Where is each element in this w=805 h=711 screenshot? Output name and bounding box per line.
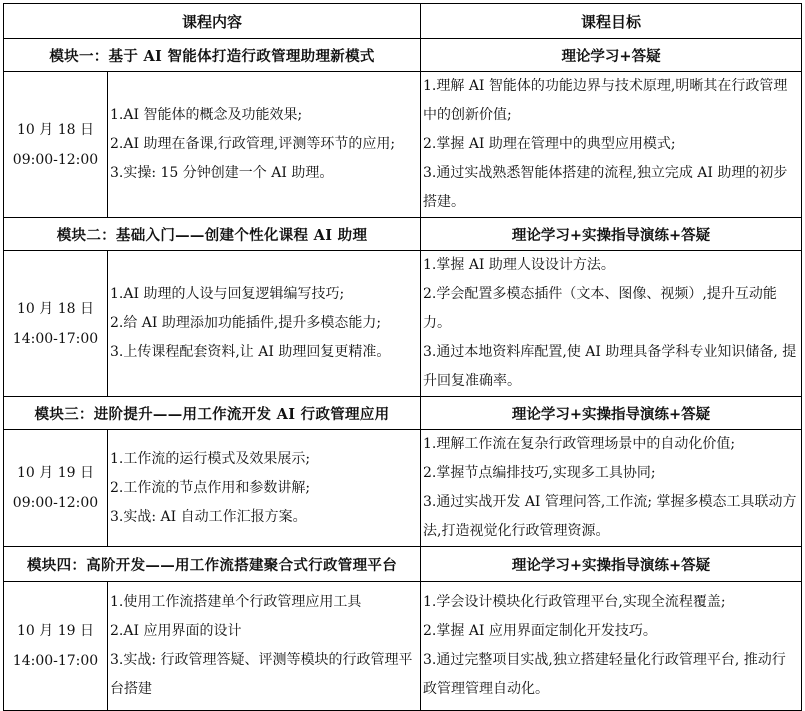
goal-item: 2.掌握 AI 助理在管理中的典型应用模式; <box>423 136 676 152</box>
session-datetime <box>4 582 108 711</box>
session-datetime <box>4 430 108 547</box>
goal-item: 1.学会设计模块化行政管理平台,实现全流程覆盖; <box>423 594 726 610</box>
goal-item: 3.通过本地资料库配置,使 AI 助理具备学科专业知识储备, 提升回复准确率。 <box>423 344 797 389</box>
goal-item: 2.掌握节点编排技巧,实现多工具协同; <box>423 465 656 481</box>
module-title: 模块二：基础入门——创建个性化课程 AI 助理 <box>4 218 421 251</box>
module-detail-row <box>4 430 802 547</box>
content-item: 3.实操: 15 分钟创建一个 AI 助理。 <box>110 165 334 181</box>
content-item: 2.给 AI 助理添加功能插件,提升多模态能力; <box>110 315 382 331</box>
module-method: 理论学习+实操指导演练+答疑 <box>421 547 802 582</box>
module-method: 理论学习+答疑 <box>421 39 802 72</box>
goal-item: 3.通过实战开发 AI 管理问答,工作流; 掌握多模态工具联动方法,打造视觉化行政管理资源。 <box>423 494 797 539</box>
session-date: 10 月 18 日 <box>17 121 94 138</box>
goal-items <box>421 430 802 547</box>
goal-item: 2.学会配置多模态插件（文本、图像、视频）,提升互动能力。 <box>423 286 777 331</box>
module-title: 模块一：基于 AI 智能体打造行政管理助理新模式 <box>4 39 421 72</box>
goal-item: 3.通过实战熟悉智能体搭建的流程,独立完成 AI 助理的初步搭建。 <box>423 165 788 210</box>
goal-item: 1.理解工作流在复杂行政管理场景中的自动化价值; <box>423 436 736 452</box>
goal-items <box>421 72 802 218</box>
content-item: 2.AI 助理在备课,行政管理,评测等环节的应用; <box>110 136 396 152</box>
module-title-row <box>4 547 802 582</box>
module-title-row <box>4 397 802 430</box>
session-date: 10 月 18 日 <box>17 300 94 317</box>
goal-items <box>421 251 802 397</box>
header-course-content: 课程内容 <box>4 4 421 39</box>
goal-items <box>421 582 802 711</box>
content-item: 1.使用工作流搭建单个行政管理应用工具 <box>110 594 362 610</box>
module-title: 模块三：进阶提升——用工作流开发 AI 行政管理应用 <box>4 397 421 430</box>
content-item: 1.工作流的运行模式及效果展示; <box>110 450 311 467</box>
session-datetime <box>4 251 108 397</box>
content-item: 2.AI 应用界面的设计 <box>110 623 242 639</box>
goal-item: 1.理解 AI 智能体的功能边界与技术原理,明晰其在行政管理中的创新价值; <box>423 78 788 123</box>
session-time: 09:00-12:00 <box>12 151 99 168</box>
session-date: 10 月 19 日 <box>17 623 94 639</box>
content-items <box>108 251 421 397</box>
session-time: 14:00-17:00 <box>12 653 99 669</box>
module-method: 理论学习+实操指导演练+答疑 <box>421 218 802 251</box>
content-item: 1.AI 助理的人设与回复逻辑编写技巧; <box>110 286 345 302</box>
content-item: 2.工作流的节点作用和参数讲解; <box>110 479 311 496</box>
goal-item: 1.掌握 AI 助理人设设计方法。 <box>423 257 615 273</box>
session-time: 14:00-17:00 <box>12 330 99 347</box>
content-items <box>108 430 421 547</box>
table-header-row <box>4 4 802 39</box>
module-detail-row <box>4 582 802 711</box>
content-item: 1.AI 智能体的概念及功能效果; <box>110 107 303 123</box>
module-detail-row <box>4 72 802 218</box>
course-table <box>3 3 802 711</box>
session-datetime <box>4 72 108 218</box>
module-title-row <box>4 39 802 72</box>
content-item: 3.实战: AI 自动工作汇报方案。 <box>110 508 307 525</box>
header-course-goal: 课程目标 <box>421 4 802 39</box>
module-title: 模块四：高阶开发——用工作流搭建聚合式行政管理平台 <box>4 547 421 582</box>
session-time: 09:00-12:00 <box>12 495 99 511</box>
goal-item: 3.通过完整项目实战,独立搭建轻量化行政管理平台, 推动行政管理管理自动化。 <box>423 652 786 697</box>
session-date: 10 月 19 日 <box>17 465 94 481</box>
content-items <box>108 72 421 218</box>
module-title-row <box>4 218 802 251</box>
goal-item: 2.掌握 AI 应用界面定制化开发技巧。 <box>423 623 657 639</box>
module-method: 理论学习+实操指导演练+答疑 <box>421 397 802 430</box>
content-item: 3.上传课程配套资料,让 AI 助理回复更精准。 <box>110 344 391 360</box>
content-item: 3.实战: 行政管理答疑、评测等模块的行政管理平台搭建 <box>110 652 413 697</box>
module-detail-row <box>4 251 802 397</box>
content-items <box>108 582 421 711</box>
